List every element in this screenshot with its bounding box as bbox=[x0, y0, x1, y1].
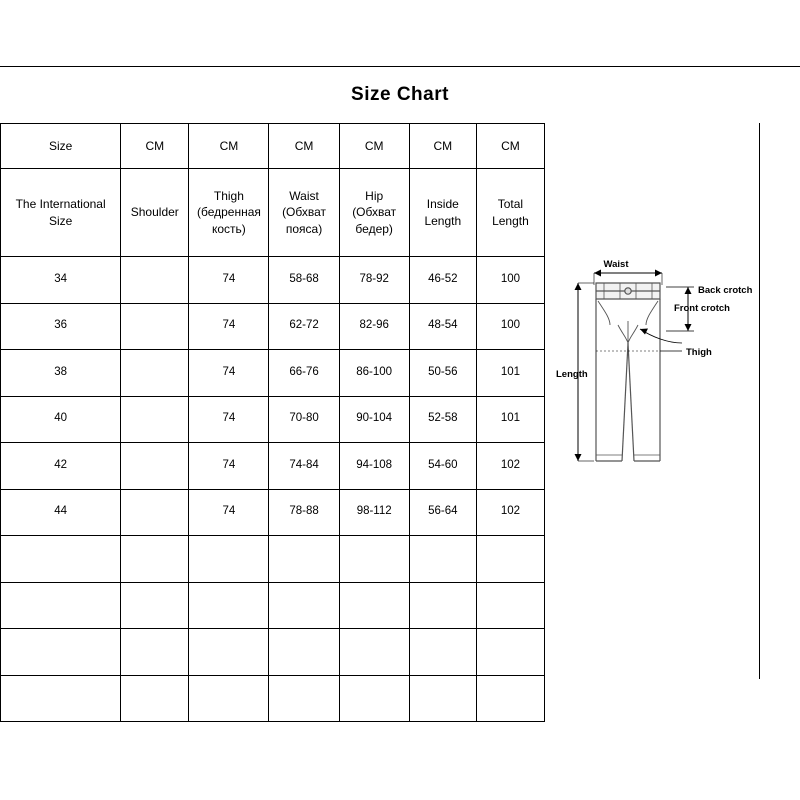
label-length: Length bbox=[556, 369, 588, 380]
cell-empty bbox=[476, 536, 544, 583]
cell-empty bbox=[409, 629, 476, 676]
cell-thigh: 74 bbox=[189, 257, 269, 304]
cell-thigh: 74 bbox=[189, 396, 269, 443]
cell-empty bbox=[339, 582, 409, 629]
cell-inside-length: 48-54 bbox=[409, 303, 476, 350]
cell-empty bbox=[1, 675, 121, 722]
pants-measurement-illustration bbox=[548, 221, 760, 521]
cell-shoulder bbox=[121, 489, 189, 536]
label-waist: Waist bbox=[603, 259, 629, 270]
cell-empty bbox=[1, 582, 121, 629]
cell-inside-length: 56-64 bbox=[409, 489, 476, 536]
header-unit-cell: CM bbox=[121, 124, 189, 169]
cell-hip: 86-100 bbox=[339, 350, 409, 397]
label-back-crotch: Back crotch bbox=[698, 285, 753, 296]
label-front-crotch: Front crotch bbox=[674, 303, 730, 314]
cell-waist: 58-68 bbox=[269, 257, 339, 304]
cell-empty bbox=[1, 536, 121, 583]
cell-empty bbox=[121, 536, 189, 583]
cell-shoulder bbox=[121, 303, 189, 350]
header-line: (бедренная bbox=[196, 205, 261, 220]
table-header-units-row bbox=[1, 124, 545, 169]
header-name-cell-total-length bbox=[476, 169, 544, 257]
cell-waist: 78-88 bbox=[269, 489, 339, 536]
header-line: Length bbox=[424, 213, 462, 228]
cell-empty bbox=[121, 582, 189, 629]
cell-thigh: 74 bbox=[189, 303, 269, 350]
header-line: Waist bbox=[289, 189, 319, 204]
table-row-empty bbox=[1, 536, 545, 583]
cell-hip: 94-108 bbox=[339, 443, 409, 490]
header-line: Length bbox=[492, 213, 529, 228]
cell-empty bbox=[476, 582, 544, 629]
header-line: The International bbox=[15, 197, 106, 212]
page-title: Size Chart bbox=[351, 84, 449, 105]
cell-shoulder bbox=[121, 257, 189, 304]
cell-empty bbox=[269, 582, 339, 629]
table-row-empty bbox=[1, 629, 545, 676]
chart-area bbox=[0, 123, 760, 679]
cell-empty bbox=[269, 536, 339, 583]
cell-empty bbox=[339, 536, 409, 583]
table-row bbox=[1, 443, 545, 490]
header-name-cell-inside-length bbox=[409, 169, 476, 257]
header-line: бедер) bbox=[355, 221, 393, 236]
cell-size: 42 bbox=[1, 443, 121, 490]
cell-total-length: 100 bbox=[476, 303, 544, 350]
cell-empty bbox=[339, 629, 409, 676]
cell-waist: 62-72 bbox=[269, 303, 339, 350]
header-line: (Обхват bbox=[352, 205, 397, 220]
header-unit-cell: CM bbox=[189, 124, 269, 169]
table-row bbox=[1, 257, 545, 304]
header-line: Total bbox=[497, 197, 524, 212]
label-thigh: Thigh bbox=[686, 347, 712, 358]
cell-empty bbox=[1, 629, 121, 676]
top-divider-line bbox=[0, 66, 800, 67]
cell-thigh: 74 bbox=[189, 443, 269, 490]
cell-size: 44 bbox=[1, 489, 121, 536]
cell-waist: 70-80 bbox=[269, 396, 339, 443]
cell-hip: 98-112 bbox=[339, 489, 409, 536]
cell-hip: 78-92 bbox=[339, 257, 409, 304]
cell-empty bbox=[269, 629, 339, 676]
table-row bbox=[1, 396, 545, 443]
cell-total-length: 101 bbox=[476, 350, 544, 397]
table-header-names-row bbox=[1, 169, 545, 257]
header-line: Hip bbox=[365, 189, 384, 204]
table-row-empty bbox=[1, 582, 545, 629]
cell-thigh: 74 bbox=[189, 489, 269, 536]
cell-shoulder bbox=[121, 443, 189, 490]
table-row bbox=[1, 303, 545, 350]
cell-waist: 74-84 bbox=[269, 443, 339, 490]
cell-empty bbox=[409, 675, 476, 722]
cell-total-length: 102 bbox=[476, 443, 544, 490]
header-line: Shoulder bbox=[130, 205, 179, 220]
cell-empty bbox=[189, 582, 269, 629]
cell-hip: 82-96 bbox=[339, 303, 409, 350]
header-name-cell-waist bbox=[269, 169, 339, 257]
header-unit-cell: Size bbox=[1, 124, 121, 169]
cell-empty bbox=[269, 675, 339, 722]
table-row bbox=[1, 489, 545, 536]
cell-inside-length: 52-58 bbox=[409, 396, 476, 443]
cell-total-length: 100 bbox=[476, 257, 544, 304]
cell-hip: 90-104 bbox=[339, 396, 409, 443]
cell-empty bbox=[409, 536, 476, 583]
header-line: кость) bbox=[212, 221, 246, 236]
cell-total-length: 102 bbox=[476, 489, 544, 536]
cell-size: 34 bbox=[1, 257, 121, 304]
cell-empty bbox=[121, 629, 189, 676]
cell-inside-length: 50-56 bbox=[409, 350, 476, 397]
header-unit-cell: CM bbox=[409, 124, 476, 169]
cell-empty bbox=[189, 629, 269, 676]
cell-empty bbox=[476, 675, 544, 722]
header-line: Thigh bbox=[213, 189, 244, 204]
cell-total-length: 101 bbox=[476, 396, 544, 443]
header-line: Size bbox=[48, 213, 73, 228]
header-line: Inside bbox=[426, 197, 459, 212]
cell-empty bbox=[476, 629, 544, 676]
cell-waist: 66-76 bbox=[269, 350, 339, 397]
cell-size: 36 bbox=[1, 303, 121, 350]
header-unit-cell: CM bbox=[269, 124, 339, 169]
header-name-cell-size bbox=[1, 169, 121, 257]
cell-size: 38 bbox=[1, 350, 121, 397]
cell-size: 40 bbox=[1, 396, 121, 443]
cell-thigh: 74 bbox=[189, 350, 269, 397]
header-name-cell-hip bbox=[339, 169, 409, 257]
cell-shoulder bbox=[121, 396, 189, 443]
header-name-cell-thigh bbox=[189, 169, 269, 257]
cell-empty bbox=[409, 582, 476, 629]
cell-empty bbox=[121, 675, 189, 722]
header-name-cell-shoulder bbox=[121, 169, 189, 257]
header-line: (Обхват bbox=[282, 205, 327, 220]
header-unit-cell: CM bbox=[476, 124, 544, 169]
cell-shoulder bbox=[121, 350, 189, 397]
cell-inside-length: 54-60 bbox=[409, 443, 476, 490]
cell-empty bbox=[339, 675, 409, 722]
header-line: пояса) bbox=[285, 221, 323, 236]
size-table bbox=[0, 123, 545, 722]
cell-inside-length: 46-52 bbox=[409, 257, 476, 304]
table-row bbox=[1, 350, 545, 397]
cell-empty bbox=[189, 675, 269, 722]
table-row-empty bbox=[1, 675, 545, 722]
cell-empty bbox=[189, 536, 269, 583]
header-unit-cell: CM bbox=[339, 124, 409, 169]
